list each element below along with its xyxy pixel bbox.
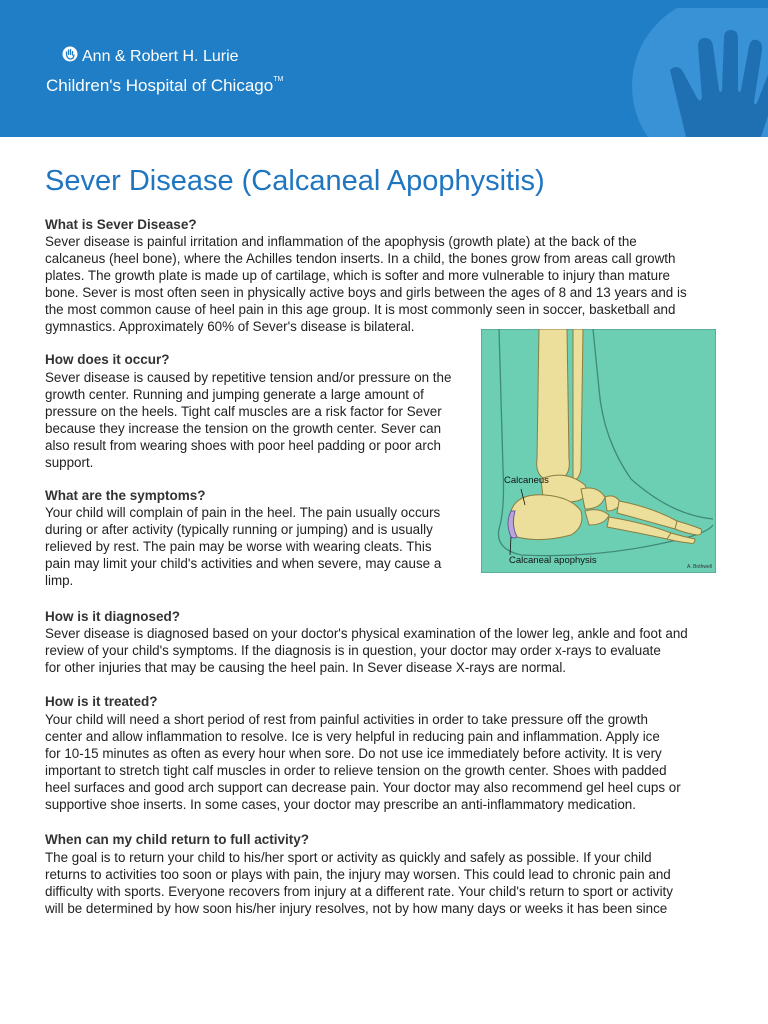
illustration-credit: A. Bothwell bbox=[686, 564, 712, 570]
text-line: The goal is to return your child to his/her sport or activity as quickly and safely as possible. If your child bbox=[45, 850, 652, 865]
text-line: Sever disease is caused by repetitive tension and/or pressure on the bbox=[45, 370, 452, 385]
text-line: Sever disease is diagnosed based on your doctor's physical examination of the lower leg, ankle and foot and bbox=[45, 626, 688, 641]
text-line: plates. The growth plate is made up of cartilage, which is softer and more vulnerable to injury than mature bbox=[45, 268, 670, 283]
text-line: supportive shoe inserts. In some cases, your doctor may prescribe an anti-inflammatory medication. bbox=[45, 797, 636, 812]
section-text-return-activity bbox=[45, 849, 673, 917]
text-line: bone. Sever is most often seen in physically active boys and girls between the ages of 8 and 13 years and is bbox=[45, 285, 687, 300]
foot-anatomy-illustration bbox=[481, 329, 716, 573]
text-line: pain may limit your child's activities and when severe, may cause a bbox=[45, 556, 442, 571]
hand-logo-watermark-icon bbox=[612, 8, 768, 137]
trademark: TM bbox=[273, 76, 284, 83]
text-line: calcaneus (heel bone), where the Achilles tendon inserts. In a child, the bones grow from areas call growth bbox=[45, 251, 676, 266]
section-text-what-is bbox=[45, 233, 687, 335]
text-line: also result from wearing shoes with poor heel padding or poor arch bbox=[45, 438, 441, 453]
section-text-diagnosed bbox=[45, 625, 688, 676]
section-heading-treated: How is it treated? bbox=[45, 694, 158, 709]
text-line: gymnastics. Approximately 60% of Sever's disease is bilateral. bbox=[45, 319, 415, 334]
text-line: heel surfaces and good arch support can decrease pain. Your doctor may also recommend gel heel cups or bbox=[45, 780, 681, 795]
org-name-line2 bbox=[46, 76, 283, 96]
text-line: during or after activity (typically running or jumping) and is usually bbox=[45, 522, 433, 537]
text-line: for other injuries that may be causing the heel pain. In Sever disease X-rays are normal. bbox=[45, 660, 567, 675]
text-line: will be determined by how soon his/her injury resolves, not by how many days or weeks it has been since bbox=[45, 901, 668, 916]
section-text-treated bbox=[45, 711, 681, 813]
section-heading-what-is: What is Sever Disease? bbox=[45, 217, 197, 232]
text-line: because they increase the tension on the growth center. Sever can bbox=[45, 421, 442, 436]
section-heading-symptoms: What are the symptoms? bbox=[45, 488, 206, 503]
text-line: review of your child's symptoms. If the diagnosis is in question, your doctor may order x-rays to evaluate bbox=[45, 643, 661, 658]
text-line: support. bbox=[45, 455, 94, 470]
section-heading-return-activity: When can my child return to full activity? bbox=[45, 832, 310, 847]
foot-anatomy-figure bbox=[481, 329, 716, 573]
text-line: for 10-15 minutes as often as every hour when sore. Do not use ice immediately before activity. It is very bbox=[45, 746, 662, 761]
page-title: Sever Disease (Calcaneal Apophysitis) bbox=[45, 165, 545, 197]
label-calcaneal-apophysis: Calcaneal apophysis bbox=[509, 555, 597, 566]
section-text-symptoms bbox=[45, 504, 441, 589]
hand-logo-icon bbox=[62, 46, 78, 62]
text-line: relieved by rest. The pain may be worse with wearing cleats. This bbox=[45, 539, 432, 554]
org-name-line2-text: Children's Hospital of Chicago bbox=[46, 76, 274, 95]
text-line: Sever disease is painful irritation and inflammation of the apophysis (growth plate) at the back of the bbox=[45, 234, 637, 249]
text-line: returns to activities too soon or plays with pain, the injury may worsen. This could lead to chronic pain and bbox=[45, 867, 671, 882]
text-line: growth center. Running and jumping generate a large amount of bbox=[45, 387, 424, 402]
text-line: the most common cause of heel pain in this age group. It is most commonly seen in soccer, basketball and bbox=[45, 302, 676, 317]
text-line: important to stretch tight calf muscles in order to relieve tension on the growth center. Shoes with padded bbox=[45, 763, 667, 778]
header-banner bbox=[0, 0, 768, 137]
text-line: center and allow inflammation to resolve. Ice is very helpful in reducing pain and inflammation. Apply ice bbox=[45, 729, 660, 744]
section-heading-how-occur: How does it occur? bbox=[45, 352, 170, 367]
text-line: difficulty with sports. Everyone recovers from injury at a different rate. Your child's return to sport or activity bbox=[45, 884, 673, 899]
text-line: Your child will need a short period of rest from painful activities in order to take pressure off the growth bbox=[45, 712, 648, 727]
text-line: pressure on the heels. Tight calf muscles are a risk factor for Sever bbox=[45, 404, 442, 419]
section-text-how-occur bbox=[45, 369, 451, 471]
text-line: limp. bbox=[45, 573, 74, 588]
label-calcaneus: Calcaneus bbox=[504, 475, 549, 486]
org-name-line1: Ann & Robert H. Lurie bbox=[82, 48, 239, 65]
section-heading-diagnosed: How is it diagnosed? bbox=[45, 609, 181, 624]
text-line: Your child will complain of pain in the heel. The pain usually occurs bbox=[45, 505, 441, 520]
